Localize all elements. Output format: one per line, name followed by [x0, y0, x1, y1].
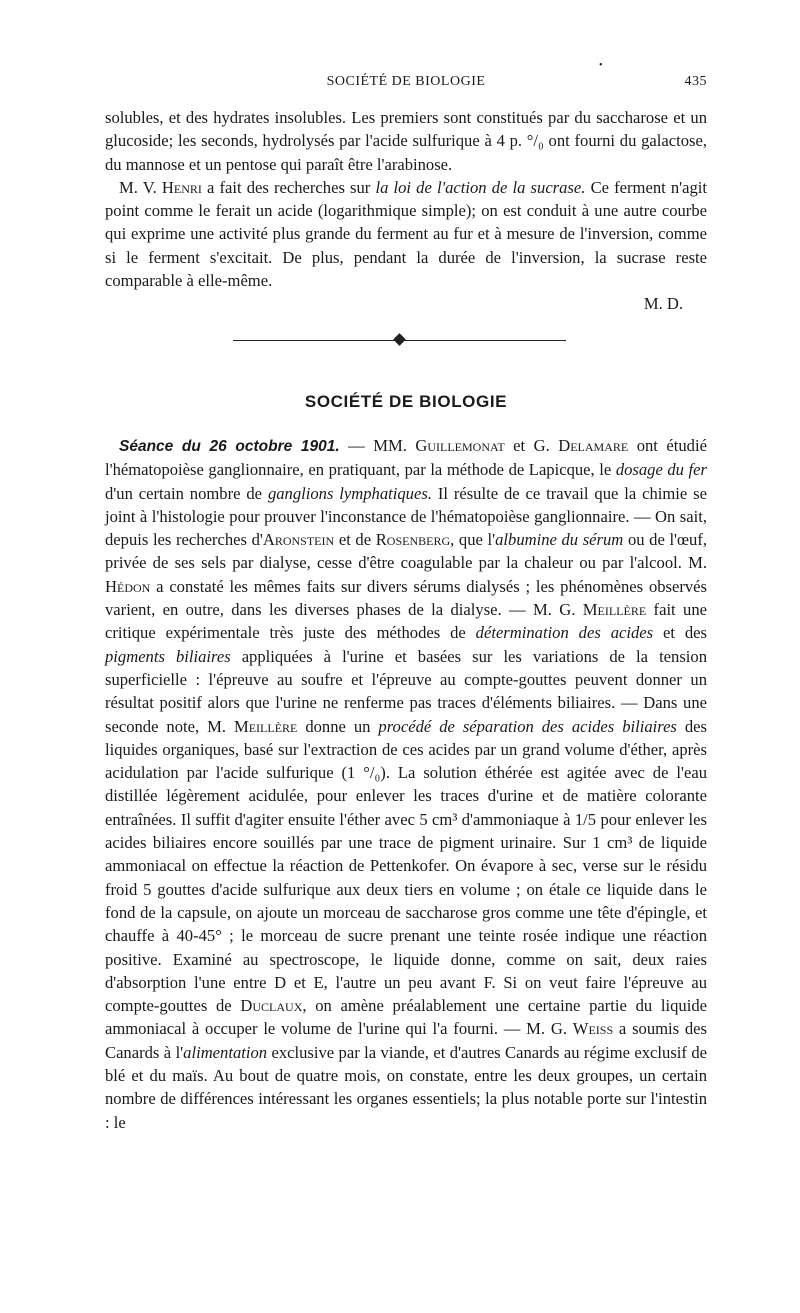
text-run: a fait des recherches sur [207, 177, 371, 197]
text-run: a soumis des Canards à l' [105, 1019, 708, 1062]
author-name: Aronstein [262, 530, 335, 550]
session-report [105, 434, 707, 1134]
text-run: , on amène préalablement une certaine partie du liquide ammoniacal à occuper le volume de l'urine qui l'a fourni. — M. G. [105, 996, 707, 1039]
text-run: Ce ferment n'agit point comme le ferait un acide (logarithmique simple); on est conduit à une autre courbe qui exprime une activité plus grande du ferment au fur et à mesure de l'inversion, comme si le ferment s'excitait. De plus, pendant la durée de l'inversion, la sucrase reste comparable à elle-même. [105, 177, 708, 291]
author-name: Duclaux [240, 996, 303, 1016]
italic-run: pigments biliaires [105, 646, 231, 666]
italic-run: détermination des acides [475, 623, 654, 643]
section-title: SOCIÉTÉ DE BIOLOGIE [304, 392, 508, 411]
text-run: exclusive par la viande, et d'autres Canards au régime exclusif de blé et du maïs. Au bout de quatre mois, on constate, entre les deux groupes, un certain nombre de différences intéressant les organes essentiels; la plus notable porte sur l'intestin : le [105, 1042, 708, 1132]
paragraph [105, 176, 707, 292]
author-name: Delamare [558, 436, 629, 455]
text-run: appliquées à l'urine et basées sur les variations de la tension superficielle : l'épreuve au soufre et l'épreuve au compte-gouttes peuvent donner un résultat positif alors que l'urine ne renferme pas traces d'éléments biliaires. — Dans une seconde note, M. [105, 646, 707, 736]
text-run: M. V. [119, 177, 157, 197]
italic-run: ganglions lymphatiques. [267, 483, 432, 503]
italic-run: alimentation [183, 1042, 268, 1062]
author-name: Rosenberg [375, 530, 451, 550]
stray-mark: • [599, 60, 604, 71]
author-name: Weiss [572, 1019, 614, 1039]
italic-run: albumine du sérum [495, 530, 624, 550]
text-run: fait une critique expérimentale très juste des méthodes de [105, 600, 707, 643]
text-run: — MM. [348, 436, 407, 455]
text-run: ou de l'œuf, privée de ses sels par dialyse, cesse d'être coagulable par la chaleur ou par l'alcool. M. [105, 530, 708, 573]
italic-run: procédé de séparation des acides biliaires [378, 716, 677, 736]
text-run: et des [663, 623, 707, 643]
paragraph: solubles, et des hydrates insolubles. Les premiers sont constitués par du saccharose et un glucoside; les seconds, hydrolysés par l'acide sulfurique à 4 p. °/₀ ont fourni du galactose, du mannose et un pentose qui paraît être l'arabinose. [105, 108, 707, 174]
author-name: Henri [161, 177, 202, 197]
author-name: Meillère [233, 716, 298, 736]
diamond-ornament [393, 333, 406, 346]
text-run: a constaté les mêmes faits sur divers sérums dialysés ; les phénomènes observés varient, en outre, dans les diverses phases de la dialyse. — M. G. [105, 576, 708, 620]
previous-session-text [105, 106, 707, 316]
author-name: Guillemonat [415, 436, 505, 455]
paragraph [105, 434, 707, 1134]
author-name: Meillère [582, 600, 647, 620]
text-run: ont étudié l'hématopoièse ganglionnaire, en pratiquant, par la méthode de Lapicque, le [105, 436, 707, 480]
text-run: et de [338, 530, 372, 550]
text-run: donne un [305, 716, 371, 736]
text-run: Il résulte de ce travail que la chimie se joint à l'histologie pour prouver l'inconstance de l'hématopoièse ganglionnaire. — On sait, depuis les recherches d' [105, 483, 707, 550]
page-number: 435 [684, 74, 707, 89]
text-run: d'un certain nombre de [105, 483, 263, 503]
text-run: et G. [513, 436, 550, 455]
session-date: Séance du 26 octobre 1901. [119, 438, 340, 455]
running-title: SOCIÉTÉ DE BIOLOGIE [326, 74, 486, 89]
text-run: des liquides organiques, basé sur l'extraction de ces acides par un grand volume d'éther, après acidulation par l'acide sulfurique (1 °/₀). La solution éthérée est agitée avec de l'eau distillée légèrement acidulée, pour enlever les traces d'urine et de matière colorante entraînées. Il suffit d'agiter ensuite l'éther avec 5 cm³ d'ammoniaque à 1/5 pour enlever les acides biliaires encore souillés par une trace de pigment urinaire. Sur 1 cm³ de liquide ammoniacal on effectue la réaction de Pettenkofer. On évapore à sec, verse sur le résidu froid 5 gouttes d'acide sulfurique aux deux tiers en volume ; on étale ce liquide dans le fond de la capsule, on ajoute un morceau de saccharose gros comme une tête d'épingle, et chauffe à 40-45° ; le morceau de sucre prenant une teinte rosée indique une réaction positive. Examiné au spectroscope, le liquide donne, comme on sait, deux raies d'absorption l'une entre D et E, l'autre un peu avant F. Si on veut faire l'épreuve au compte-gouttes de [105, 716, 707, 1016]
italic-run: dosage du fer [615, 460, 707, 480]
italic-run: la loi de l'action de la sucrase. [375, 177, 586, 197]
signature: M. D. [643, 294, 683, 314]
text-run: , que l' [450, 530, 496, 550]
running-head [105, 60, 707, 94]
author-name: Hédon [105, 576, 151, 596]
